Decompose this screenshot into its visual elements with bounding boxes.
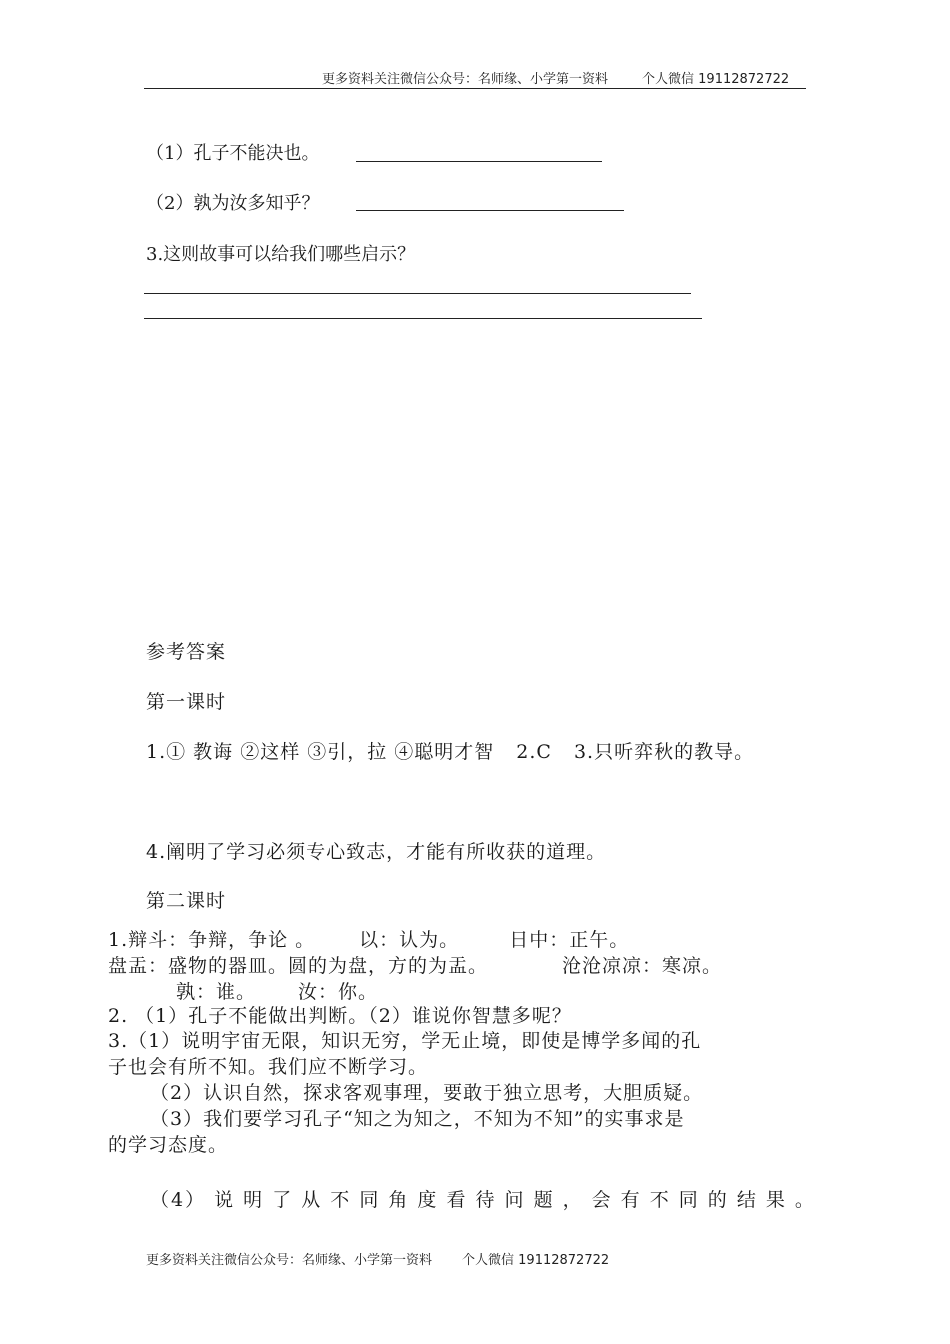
lesson2-line-3 [176, 977, 378, 1004]
header-wechat: 个人微信 19112872722 [642, 72, 790, 87]
page-footer [146, 1249, 609, 1268]
lesson2-answer-3-3-line1: （3）我们要学习孔子“知之为知之，不知为不知”的实事求是 [150, 1108, 685, 1130]
lesson2-answer-3-4: （4） 说 明 了 从 不 同 角 度 看 待 问 题 ， 会 有 不 同 的 结 果 。 [150, 1189, 816, 1211]
vocab-cangcang: 沧沧凉凉：寒凉。 [562, 955, 723, 977]
vocab-panyu: 盘盂：盛物的器皿。圆的为盘，方的为盂。 [108, 955, 489, 977]
answer-blank-2-2[interactable] [356, 210, 624, 211]
footer-wechat: 个人微信 19112872722 [462, 1253, 610, 1268]
answer-blank-3a[interactable] [144, 293, 691, 294]
lesson2-answer-3-2: （2）认识自然，探求客观事理，要敢于独立思考，大胆质疑。 [150, 1082, 704, 1104]
vocab-shu: 孰：谁。 [176, 981, 257, 1003]
lesson2-answer-3-3-line2: 的学习态度。 [108, 1134, 229, 1156]
vocab-ru: 汝：你。 [298, 981, 379, 1003]
lesson1-title: 第一课时 [146, 691, 227, 713]
lesson2-line-2 [108, 951, 722, 978]
vocab-yi: 以：认为。 [359, 929, 460, 951]
vocab-biandou: 1.辩斗：争辩，争论 。 [108, 929, 316, 951]
answer-blank-3b[interactable] [144, 318, 702, 319]
header-text: 更多资料关注微信公众号：名师缘、小学第一资料 [322, 72, 609, 87]
lesson2-answer-3-line1: 3.（1）说明宇宙无限，知识无穷，学无止境，即使是博学多闻的孔 [108, 1030, 702, 1052]
lesson1-answer-2: 2.C [516, 741, 552, 763]
question-2-2: （2）孰为汝多知乎？ [146, 193, 320, 214]
lesson1-answer-4: 4.阐明了学习必须专心致志，才能有所收获的道理。 [146, 841, 607, 863]
lesson2-line-1 [108, 925, 629, 952]
question-3: 3.这则故事可以给我们哪些启示？ [146, 244, 416, 265]
footer-text: 更多资料关注微信公众号：名师缘、小学第一资料 [146, 1253, 433, 1268]
lesson2-title: 第二课时 [146, 890, 227, 912]
lesson2-answer-3-line2: 子也会有所不知。我们应不断学习。 [108, 1056, 429, 1078]
answers-heading: 参考答案 [146, 641, 227, 663]
lesson1-answer-1: 1.① 教诲 ②这样 ③引，拉 ④聪明才智 [146, 741, 495, 763]
lesson1-answer-3: 3.只听弈秋的教导。 [573, 741, 755, 763]
lesson2-answer-2: 2. （1）孔子不能做出判断。（2）谁说你智慧多呢？ [108, 1005, 572, 1027]
lesson1-answers-row [146, 737, 754, 764]
header-rule [144, 88, 806, 89]
answer-blank-2-1[interactable] [356, 161, 602, 162]
page-header [322, 68, 789, 87]
vocab-rizhong: 日中：正午。 [509, 929, 630, 951]
question-2-1: （1）孔子不能决也。 [146, 143, 320, 164]
